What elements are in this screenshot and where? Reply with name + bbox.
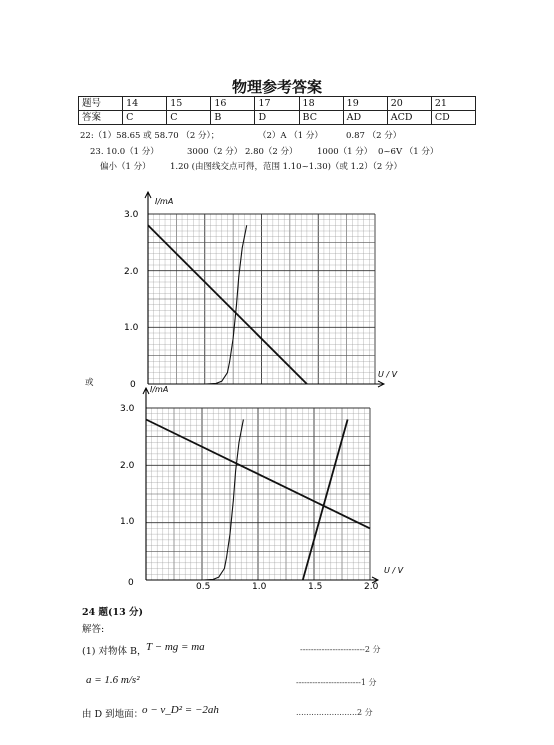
q24-line1-eq: T − mg = ma — [146, 641, 205, 653]
graph2-grid — [143, 388, 378, 583]
graph2-xtick: 2.0 — [364, 582, 379, 592]
table-cell: 18 — [299, 97, 343, 111]
q24-line2-eq: a = 1.6 m/s² — [86, 674, 140, 686]
page-title: 物理参考答案 — [231, 78, 322, 96]
q24-heading: 24 题(13 分) — [82, 607, 144, 618]
q23-a: 23. 10.0（1 分） — [90, 147, 159, 157]
table-cell: 21 — [431, 97, 475, 111]
table-cell: 答案 — [79, 111, 123, 125]
table-cell: C — [167, 111, 211, 125]
q23-d: 1000（1 分） — [317, 147, 373, 157]
graph1-ytick: 1.0 — [124, 323, 139, 333]
q23-f: 偏小（1 分） — [100, 162, 151, 172]
q24-line3-pre: 由 D 到地面： — [82, 709, 144, 720]
graph1-ytick: 2.0 — [124, 267, 139, 277]
table-cell: ACD — [387, 111, 431, 125]
q22-part3: 0.87 （2 分） — [346, 131, 402, 141]
q23-e: 0~6V （1 分） — [378, 147, 439, 157]
q23-c: 2.80（2 分） — [245, 147, 298, 157]
graph2-ytick: 1.0 — [120, 517, 135, 527]
table-cell: D — [255, 111, 299, 125]
q22-part2: （2）A （1 分） — [258, 131, 323, 141]
q23-g: 1.20 (由图线交点可得，范围 1.10~1.30)（或 1.2）（2 分） — [170, 162, 403, 172]
graph2-ytick: 0 — [128, 578, 134, 588]
q23-b: 3000（2 分） — [187, 147, 243, 157]
table-cell: 15 — [167, 97, 211, 111]
q24-line1-score: ------------------------2 分 — [300, 645, 381, 654]
table-cell: B — [211, 111, 255, 125]
graph2-xlabel: U / V — [384, 566, 404, 575]
table-cell: 17 — [255, 97, 299, 111]
graph2-ytick: 3.0 — [120, 404, 135, 414]
q24-line1-pre: (1) 对物体 B， — [82, 646, 147, 657]
table-cell: 14 — [123, 97, 167, 111]
q22-line: 22:（1）58.65 或 58.70 （2 分）； — [80, 131, 220, 141]
graph1-ytick: 0 — [130, 380, 136, 390]
table-cell: 19 — [343, 97, 387, 111]
q24-jieda: 解答: — [82, 624, 105, 635]
graph2-ytick: 2.0 — [120, 461, 135, 471]
table-cell: BC — [299, 111, 343, 125]
graph2-xtick: 0.5 — [196, 582, 211, 592]
q24-line3-score: ........................2 分 — [296, 708, 373, 717]
graph1-ytick: 3.0 — [124, 210, 139, 220]
graph2-xtick: 1.5 — [308, 582, 323, 592]
q24-line2-score: ------------------------1 分 — [296, 678, 377, 687]
table-cell: C — [123, 111, 167, 125]
table-cell: 16 — [211, 97, 255, 111]
table-cell: CD — [431, 111, 475, 125]
q24-line3-eq: o − v_D² = −2ah — [142, 704, 219, 716]
table-cell: AD — [343, 111, 387, 125]
or-label: 或 — [85, 378, 94, 388]
graph2-xtick: 1.0 — [252, 582, 267, 592]
graph1-ylabel: I/mA — [155, 197, 174, 206]
graph1-xlabel: U / V — [378, 370, 398, 379]
graph2-ylabel: I/mA — [150, 385, 169, 394]
table-cell: 题号 — [79, 97, 123, 111]
table-cell: 20 — [387, 97, 431, 111]
